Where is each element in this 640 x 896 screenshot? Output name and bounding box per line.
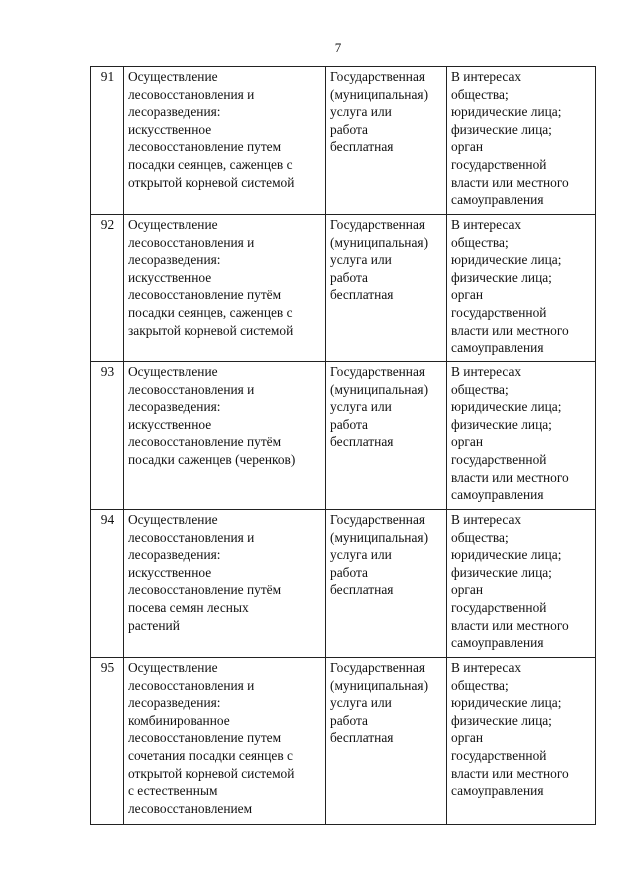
consumers-line: государственной — [451, 304, 547, 320]
row-number: 92 — [91, 215, 124, 362]
service-type-line: (муниципальная) — [330, 86, 429, 102]
service-name-line: растений — [128, 617, 180, 633]
consumers-cell — [447, 362, 596, 510]
service-type-cell — [326, 215, 447, 362]
consumers-line: власти или местного — [451, 617, 569, 633]
service-name-line: посадки саженцев (черенков) — [128, 451, 296, 467]
service-name-line: искусственное — [128, 564, 212, 580]
service-type-line: услуга или — [330, 547, 392, 563]
consumers-line: государственной — [451, 451, 547, 467]
service-type-line: бесплатная — [330, 287, 394, 303]
service-name-line: искусственное — [128, 416, 212, 432]
consumers-line: общества; — [451, 234, 509, 250]
service-type-line: бесплатная — [330, 582, 394, 598]
consumers-line: власти или местного — [451, 469, 569, 485]
consumers-line: самоуправления — [451, 783, 544, 799]
service-type-line: (муниципальная) — [330, 381, 429, 397]
service-name-line: лесовосстановление путем — [128, 139, 282, 155]
consumers-line: общества; — [451, 677, 509, 693]
service-name-line: лесовосстановления и — [128, 677, 255, 693]
service-name-line: открытой корневой системой — [128, 174, 295, 190]
service-name-line: лесовосстановления и — [128, 86, 255, 102]
consumers-line: физические лица; — [451, 712, 552, 728]
service-type-line: бесплатная — [330, 139, 394, 155]
service-name-line: лесоразведения: — [128, 547, 221, 563]
consumers-line: юридические лица; — [451, 104, 562, 120]
consumers-line: физические лица; — [451, 121, 552, 137]
consumers-line: юридические лица; — [451, 252, 562, 268]
consumers-line: В интересах — [451, 660, 522, 675]
service-name-line: лесоразведения: — [128, 399, 221, 415]
service-type-cell — [326, 362, 447, 510]
service-type-line: услуга или — [330, 695, 392, 711]
consumers-line: В интересах — [451, 512, 522, 527]
consumers-line: власти или местного — [451, 765, 569, 781]
consumers-line: юридические лица; — [451, 695, 562, 711]
service-name-line: лесовосстановление путём — [128, 582, 282, 598]
row-number: 91 — [91, 67, 124, 215]
service-name-line: лесовосстановление путем — [128, 730, 282, 746]
service-type-line: услуга или — [330, 104, 392, 120]
consumers-line: государственной — [451, 156, 547, 172]
service-name-line: Осуществление — [128, 69, 218, 84]
table-row — [91, 510, 596, 658]
consumers-line: власти или местного — [451, 322, 569, 338]
consumers-line: орган — [451, 434, 483, 450]
consumers-line: орган — [451, 287, 483, 303]
consumers-line: общества; — [451, 86, 509, 102]
service-name-line: искусственное — [128, 269, 212, 285]
service-name-line: лесовосстановление путём — [128, 287, 282, 303]
row-number: 95 — [91, 658, 124, 825]
service-name-line: посева семян лесных — [128, 599, 249, 615]
consumers-line: самоуправления — [451, 487, 544, 503]
consumers-line: самоуправления — [451, 635, 544, 651]
service-name-cell — [124, 510, 326, 658]
service-name-line: искусственное — [128, 121, 212, 137]
service-type-line: работа — [330, 121, 368, 137]
service-name-line: посадки сеянцев, саженцев с — [128, 156, 293, 172]
table-row — [91, 658, 596, 825]
consumers-line: В интересах — [451, 364, 522, 379]
service-name-line: лесовосстановления и — [128, 234, 255, 250]
consumers-line: физические лица; — [451, 564, 552, 580]
table-row — [91, 362, 596, 510]
service-name-line: лесоразведения: — [128, 695, 221, 711]
service-type-line: услуга или — [330, 399, 392, 415]
service-type-line: работа — [330, 564, 368, 580]
service-type-line: Государственная — [330, 660, 426, 675]
consumers-line: общества; — [451, 381, 509, 397]
row-number: 93 — [91, 362, 124, 510]
service-type-line: Государственная — [330, 69, 426, 84]
consumers-line: государственной — [451, 747, 547, 763]
service-type-line: бесплатная — [330, 434, 394, 450]
consumers-cell — [447, 510, 596, 658]
service-name-line: Осуществление — [128, 364, 218, 379]
service-name-line: лесовосстановлением — [128, 800, 253, 816]
service-name-line: посадки сеянцев, саженцев с — [128, 304, 293, 320]
service-name-line: Осуществление — [128, 217, 218, 232]
service-name-cell — [124, 215, 326, 362]
consumers-line: орган — [451, 582, 483, 598]
service-name-line: лесовосстановления и — [128, 529, 255, 545]
service-name-line: лесовосстановление путём — [128, 434, 282, 450]
service-name-line: комбинированное — [128, 712, 230, 728]
table-row — [91, 215, 596, 362]
service-type-line: Государственная — [330, 364, 426, 379]
service-name-cell — [124, 362, 326, 510]
service-name-line: с естественным — [128, 783, 218, 799]
service-type-line: услуга или — [330, 252, 392, 268]
service-name-line: Осуществление — [128, 660, 218, 675]
service-type-line: работа — [330, 269, 368, 285]
service-type-cell — [326, 658, 447, 825]
service-type-line: бесплатная — [330, 730, 394, 746]
service-type-line: работа — [330, 712, 368, 728]
service-name-cell — [124, 658, 326, 825]
consumers-line: орган — [451, 730, 483, 746]
service-type-line: работа — [330, 416, 368, 432]
service-name-line: открытой корневой системой — [128, 765, 295, 781]
consumers-line: юридические лица; — [451, 399, 562, 415]
service-type-line: Государственная — [330, 512, 426, 527]
service-name-line: лесоразведения: — [128, 252, 221, 268]
consumers-line: самоуправления — [451, 192, 544, 208]
service-name-line: сочетания посадки сеянцев с — [128, 747, 293, 763]
consumers-line: государственной — [451, 599, 547, 615]
consumers-line: самоуправления — [451, 340, 544, 356]
row-number: 94 — [91, 510, 124, 658]
consumers-line: В интересах — [451, 217, 522, 232]
service-name-line: лесоразведения: — [128, 104, 221, 120]
page-number: 7 — [334, 40, 342, 55]
service-name-cell — [124, 67, 326, 215]
consumers-cell — [447, 658, 596, 825]
service-name-line: закрытой корневой системой — [128, 322, 294, 338]
services-table-body — [91, 67, 596, 825]
service-name-line: лесовосстановления и — [128, 381, 255, 397]
service-type-line: (муниципальная) — [330, 529, 429, 545]
consumers-line: физические лица; — [451, 416, 552, 432]
consumers-cell — [447, 67, 596, 215]
service-type-line: (муниципальная) — [330, 234, 429, 250]
consumers-line: общества; — [451, 529, 509, 545]
service-type-line: (муниципальная) — [330, 677, 429, 693]
consumers-line: В интересах — [451, 69, 522, 84]
services-table — [90, 66, 596, 825]
consumers-line: орган — [451, 139, 483, 155]
consumers-cell — [447, 215, 596, 362]
consumers-line: власти или местного — [451, 174, 569, 190]
consumers-line: юридические лица; — [451, 547, 562, 563]
service-name-line: Осуществление — [128, 512, 218, 527]
consumers-line: физические лица; — [451, 269, 552, 285]
service-type-line: Государственная — [330, 217, 426, 232]
service-type-cell — [326, 67, 447, 215]
service-type-cell — [326, 510, 447, 658]
table-row — [91, 67, 596, 215]
